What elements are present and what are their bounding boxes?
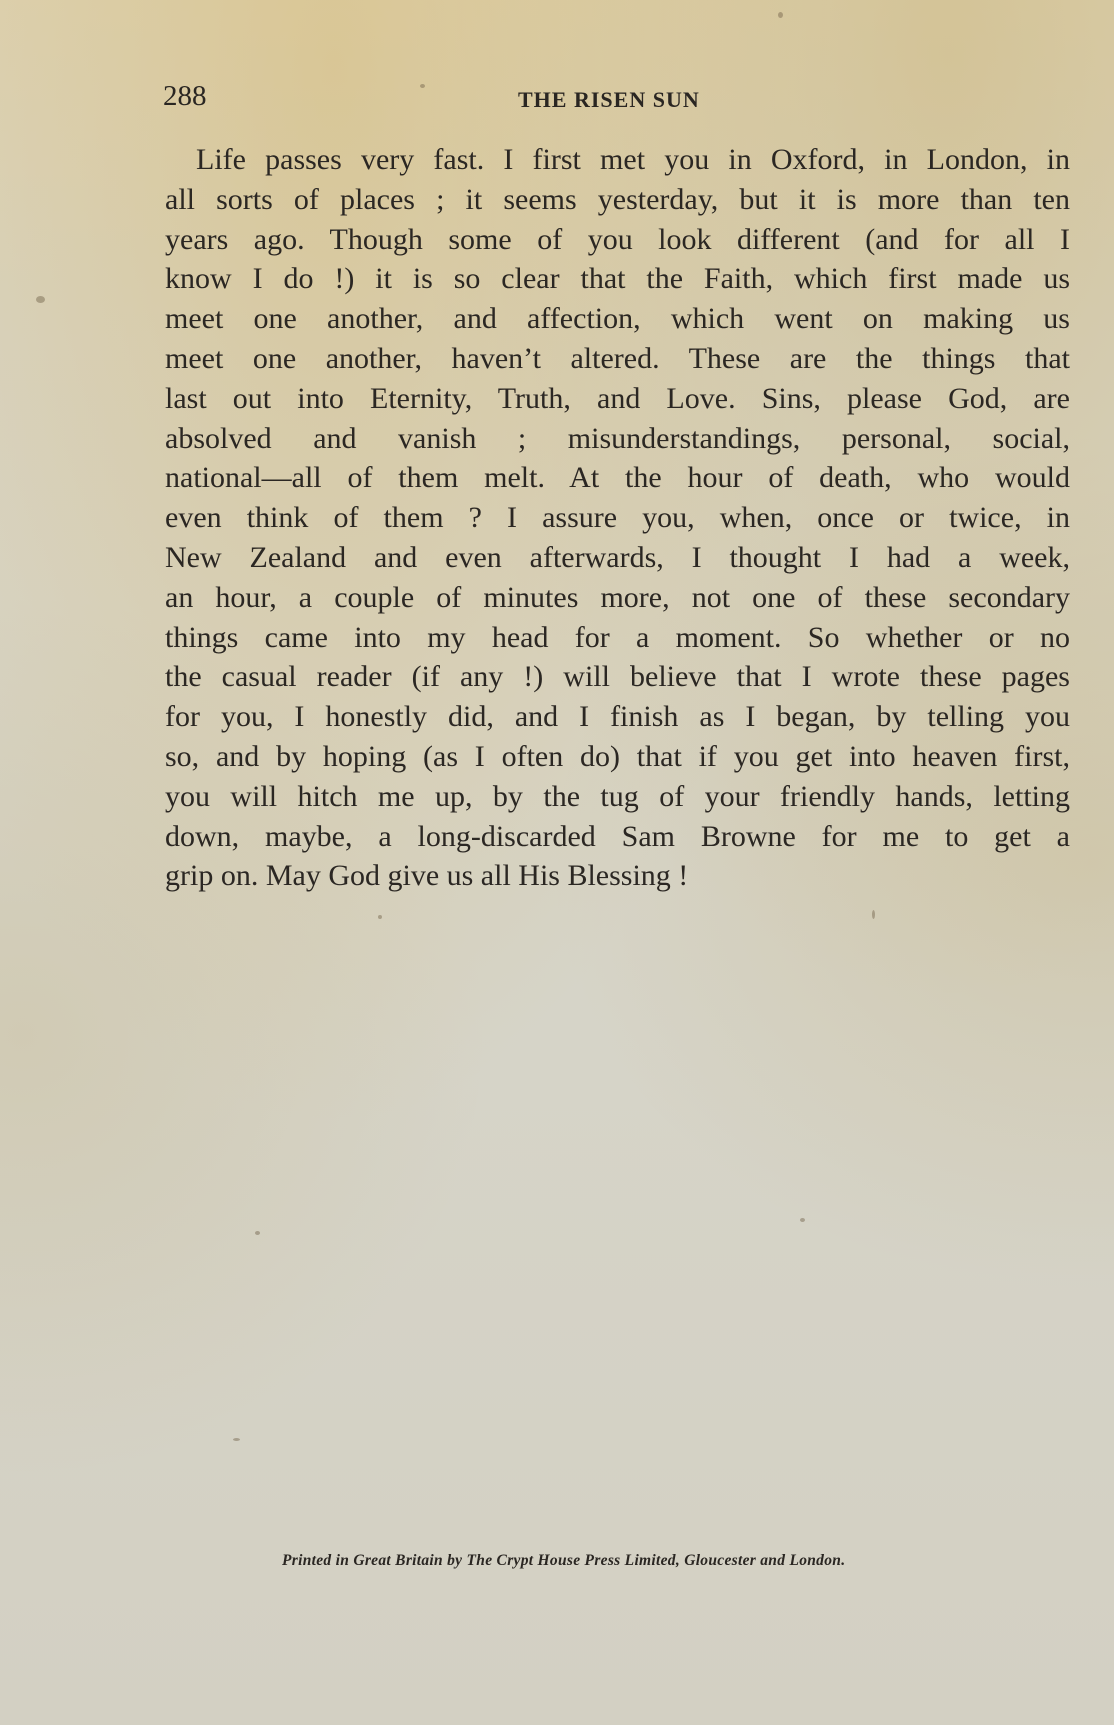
paper-speck xyxy=(255,1231,260,1235)
printer-imprint: Printed in Great Britain by The Crypt House Press Limited, Gloucester and London. xyxy=(282,1552,846,1569)
paper-speck xyxy=(420,84,425,88)
text-line: down, maybe, a long-discarded Sam Browne for me to get a xyxy=(165,819,1070,853)
text-line: New Zealand and even afterwards, I thought I had a week, xyxy=(165,540,1070,574)
text-line: things came into my head for a moment. So whether or no xyxy=(165,620,1070,654)
paper-speck xyxy=(778,12,783,18)
text-line: all sorts of places ; it seems yesterday, but it is more than ten xyxy=(165,182,1070,216)
page-number: 288 xyxy=(163,80,207,112)
text-line: even think of them ? I assure you, when, once or twice, in xyxy=(165,501,1070,535)
paper-speck xyxy=(36,296,45,303)
text-line: last out into Eternity, Truth, and Love. Sins, please God, are xyxy=(165,381,1070,415)
running-head xyxy=(163,80,1070,120)
text-line: meet one another, haven’t altered. These are the things that xyxy=(165,341,1070,375)
text-line: grip on. May God give us all His Blessing ! xyxy=(165,859,689,893)
text-line: an hour, a couple of minutes more, not one of these secondary xyxy=(165,580,1070,614)
text-line: Life passes very fast. I first met you in Oxford, in London, in xyxy=(196,143,1070,176)
running-title: THE RISEN SUN xyxy=(518,87,700,112)
text-line: for you, I honestly did, and I finish as I began, by telling you xyxy=(165,700,1070,734)
text-line: years ago. Though some of you look different (and for all I xyxy=(165,222,1070,256)
text-line: so, and by hoping (as I often do) that if you get into heaven first, xyxy=(165,739,1070,773)
text-line: national—all of them melt. At the hour of death, who would xyxy=(165,461,1070,495)
body-paragraph xyxy=(165,140,1070,896)
paper-speck xyxy=(233,1438,240,1441)
paper-speck xyxy=(800,1218,805,1222)
text-line: know I do !) it is so clear that the Faith, which first made us xyxy=(165,262,1070,296)
paper-speck xyxy=(378,915,382,919)
text-line: you will hitch me up, by the tug of your friendly hands, letting xyxy=(165,779,1070,813)
text-line: the casual reader (if any !) will believe that I wrote these pages xyxy=(165,660,1070,694)
text-line: meet one another, and affection, which went on making us xyxy=(165,302,1070,336)
paper-speck xyxy=(872,910,875,919)
text-line: absolved and vanish ; misunderstandings, personal, social, xyxy=(165,421,1070,455)
